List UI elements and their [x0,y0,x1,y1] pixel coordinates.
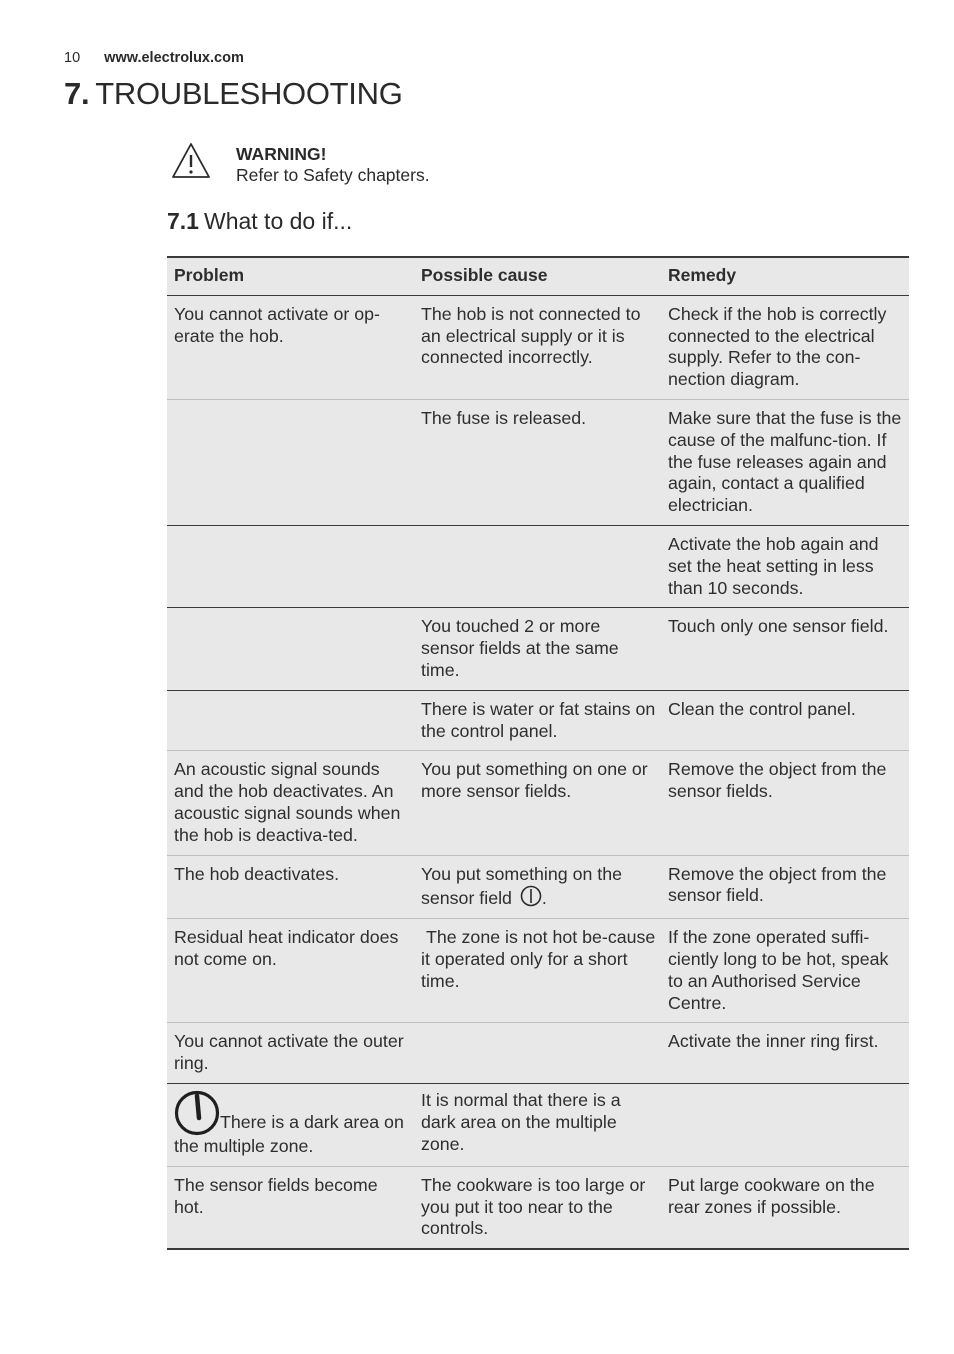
warning-text: Refer to Safety chapters. [236,165,430,185]
website-link[interactable]: www.electrolux.com [104,50,244,66]
problem-cell [167,608,414,690]
problem-cell [167,525,414,607]
table-row [167,608,909,690]
column-header-remedy: Remedy [661,257,909,295]
table-row [167,525,909,607]
warning-title: WARNING! [236,144,327,164]
cause-cell: The hob is not connected to an electrical supply or it is connected incorrectly. [414,295,661,399]
cause-cell: The zone is not hot be-cause it operated only for a short time. [414,919,661,1023]
remedy-cell [661,1083,909,1166]
cause-cell: The fuse is released. [414,399,661,525]
problem-cell: Residual heat indicator does not come on. [167,919,414,1023]
table-row [167,1023,909,1084]
table-row [167,1166,909,1249]
section-title-text: What to do if... [203,208,353,234]
problem-text: There is a dark area on the multiple zone. [174,1111,404,1156]
problem-cell: The hob deactivates. [167,855,414,919]
problem-cell: You cannot activate or op-erate the hob. [167,295,414,399]
problem-cell [167,1083,414,1166]
chapter-title-text: TROUBLESHOOTING [95,76,403,111]
power-icon [520,885,542,907]
cause-cell [414,855,661,919]
table-header-row [167,257,909,295]
cause-cell: You put something on one or more sensor fields. [414,751,661,855]
column-header-cause: Possible cause [414,257,661,295]
table-row [167,295,909,399]
cause-cell: There is water or fat stains on the control panel. [414,690,661,751]
table-row [167,690,909,751]
table-row [167,855,909,919]
table-row [167,1083,909,1166]
page-number: 10 [64,50,81,66]
section-number: 7.1 [167,208,199,234]
problem-cell: The sensor fields become hot. [167,1166,414,1249]
remedy-cell: If the zone operated suffi-ciently long to be hot, speak to an Authorised Service Centre. [661,919,909,1023]
multiple-zone-icon [174,1090,220,1136]
remedy-cell: Activate the hob again and set the heat setting in less than 10 seconds. [661,525,909,607]
table-row [167,919,909,1023]
cause-cell [414,525,661,607]
problem-cell: You cannot activate the outer ring. [167,1023,414,1084]
remedy-cell: Make sure that the fuse is the cause of the malfunc-tion. If the fuse releases again and again, contact a qualified electrician. [661,399,909,525]
table-row [167,399,909,525]
remedy-cell: Check if the hob is correctly connected to the electrical supply. Refer to the con-nection diagram. [661,295,909,399]
problem-cell: An acoustic signal sounds and the hob deactivates. An acoustic signal sounds when the hob is deactiva-ted. [167,751,414,855]
problem-cell [167,399,414,525]
remedy-cell: Remove the object from the sensor field. [661,855,909,919]
cause-cell: It is normal that there is a dark area on the multiple zone. [414,1083,661,1166]
chapter-number: 7. [64,76,90,111]
remedy-cell: Remove the object from the sensor fields. [661,751,909,855]
remedy-cell: Touch only one sensor field. [661,608,909,690]
chapter-title [64,76,403,112]
troubleshooting-table [167,256,909,1250]
section-title [167,208,352,235]
cause-suffix: . [541,888,547,909]
warning-triangle-icon [171,142,211,180]
problem-cell [167,690,414,751]
table-row [167,751,909,855]
cause-cell [414,1023,661,1084]
page-header [64,50,244,66]
remedy-cell: Put large cookware on the rear zones if possible. [661,1166,909,1249]
column-header-problem: Problem [167,257,414,295]
cause-cell: The cookware is too large or you put it too near to the controls. [414,1166,661,1249]
cause-text: You put something on the sensor field [421,863,623,909]
remedy-cell: Activate the inner ring first. [661,1023,909,1084]
cause-cell: You touched 2 or more sensor fields at the same time. [414,608,661,690]
remedy-cell: Clean the control panel. [661,690,909,751]
